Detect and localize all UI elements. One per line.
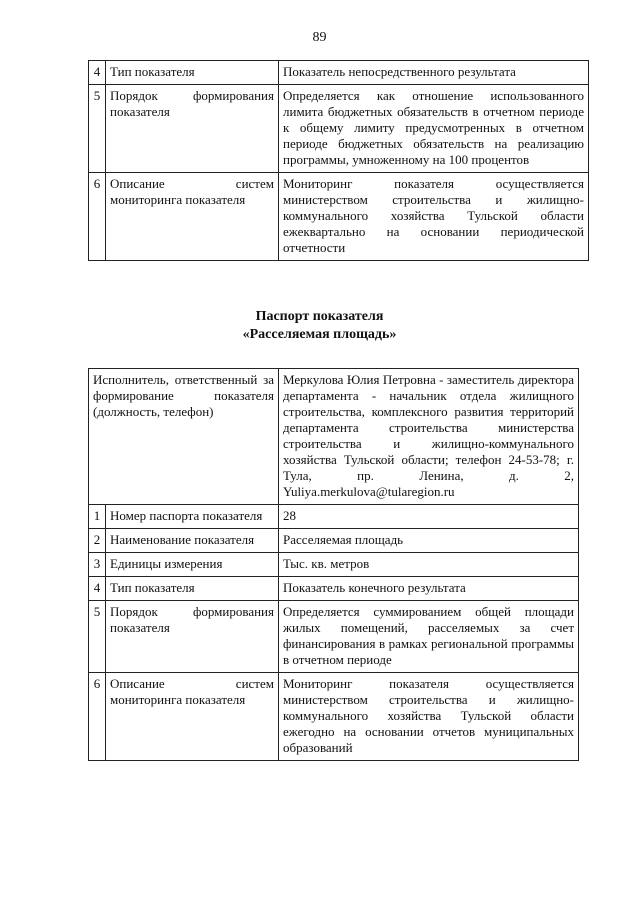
- page-number: 89: [312, 30, 327, 45]
- row-label: Тип показателя: [106, 61, 279, 85]
- row-number: 1: [89, 505, 106, 529]
- row-number: 6: [89, 673, 106, 761]
- row-number: 3: [89, 553, 106, 577]
- row-value: Тыс. кв. метров: [279, 553, 579, 577]
- table-row: [89, 529, 579, 553]
- executor-label: Исполнитель, ответственный за формирование показателя (должность, телефон): [89, 369, 279, 505]
- table-row: [89, 505, 579, 529]
- row-label: Тип показателя: [106, 577, 279, 601]
- row-label: Номер паспорта показателя: [106, 505, 279, 529]
- row-value: Определяется как отношение использованного лимита бюджетных обязательств в отчетном периоде к общему лимиту предусмотренных в отчетном периоде бюджетных обязательств на реализацию программы, умноженному на 100 процентов: [279, 85, 589, 173]
- indicator-table-continued: [88, 60, 589, 261]
- row-label: Описание систем мониторинга показателя: [106, 673, 279, 761]
- passport-title: [0, 308, 639, 344]
- row-number: 2: [89, 529, 106, 553]
- table-row: [89, 577, 579, 601]
- row-value: Определяется суммированием общей площади жилых помещений, расселяемых за счет финансирования в рамках региональной программы в отчетном периоде: [279, 601, 579, 673]
- row-number: 4: [89, 61, 106, 85]
- row-number: 5: [89, 85, 106, 173]
- table-row: [89, 369, 579, 505]
- passport-title-line-2: «Расселяемая площадь»: [242, 327, 397, 342]
- row-value: Показатель непосредственного результата: [279, 61, 589, 85]
- row-value: 28: [279, 505, 579, 529]
- table-row: [89, 173, 589, 261]
- indicator-passport-table: [88, 368, 579, 761]
- row-value: Показатель конечного результата: [279, 577, 579, 601]
- row-label: Порядок формирования показателя: [106, 85, 279, 173]
- table-row: [89, 601, 579, 673]
- passport-title-line-1: Паспорт показателя: [255, 309, 384, 324]
- row-number: 6: [89, 173, 106, 261]
- table-row: [89, 673, 579, 761]
- row-label: Наименование показателя: [106, 529, 279, 553]
- row-value: Расселяемая площадь: [279, 529, 579, 553]
- row-number: 4: [89, 577, 106, 601]
- table-row: [89, 553, 579, 577]
- row-label: Описание систем мониторинга показателя: [106, 173, 279, 261]
- table-row: [89, 85, 589, 173]
- executor-value: Меркулова Юлия Петровна - заместитель директора департамента - начальник отдела жилищного строительства, комплексного развития территорий департамента строительства министерства строительства и жилищно-коммунального хозяйства Тульской области; телефон 24-53-78; г. Тула, пр. Ленина, д. 2, Yuliya.merkulova@tularegion.ru: [279, 369, 579, 505]
- row-label: Порядок формирования показателя: [106, 601, 279, 673]
- row-number: 5: [89, 601, 106, 673]
- row-value: Мониторинг показателя осуществляется министерством строительства и жилищно-коммунального хозяйства Тульской области ежеквартально на основании периодической отчетности: [279, 173, 589, 261]
- row-label: Единицы измерения: [106, 553, 279, 577]
- table-row: [89, 61, 589, 85]
- row-value: Мониторинг показателя осуществляется министерством строительства и жилищно-коммунального хозяйства Тульской области ежегодно на основании отчетов муниципальных образований: [279, 673, 579, 761]
